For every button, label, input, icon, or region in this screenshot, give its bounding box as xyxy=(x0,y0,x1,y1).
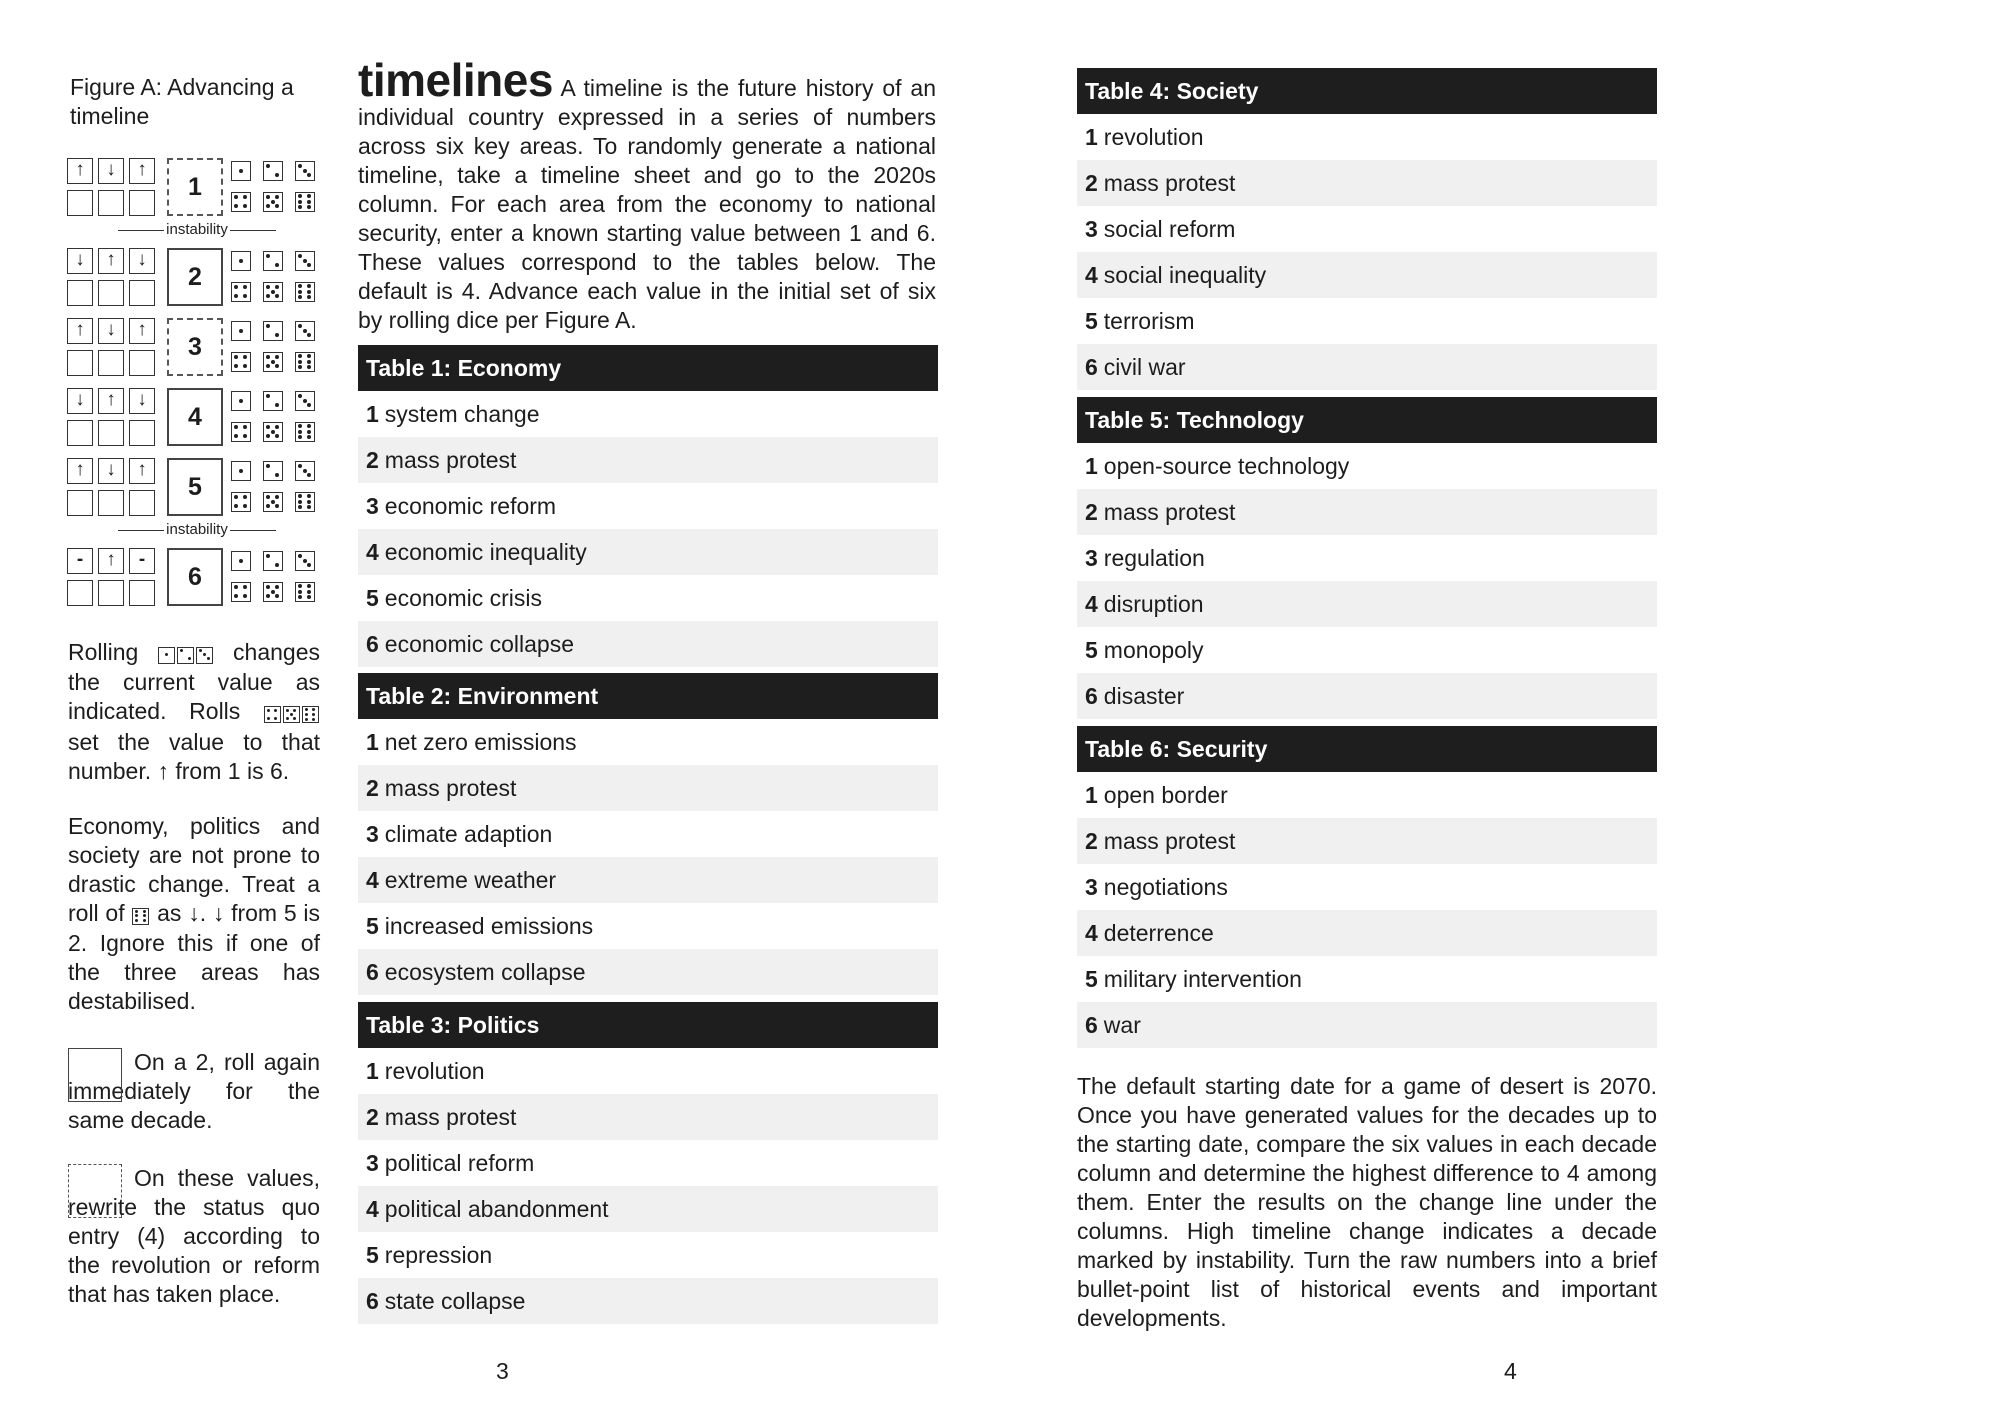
empty-cell xyxy=(98,350,124,376)
instability-label: instability xyxy=(107,221,287,238)
row-label: disruption xyxy=(1103,591,1204,617)
solid-box-text: On a 2, roll again immediately for the same decade. xyxy=(68,1049,320,1133)
dashed-box-icon xyxy=(68,1164,122,1218)
page-heading: timelines xyxy=(358,54,553,106)
arrow-cell: - xyxy=(67,548,93,574)
die-5-icon xyxy=(263,422,283,442)
table-row xyxy=(1077,252,1657,298)
die-5-icon xyxy=(283,706,300,723)
row-number: 6 xyxy=(366,631,379,657)
row-number: 6 xyxy=(1085,1012,1098,1038)
row-number: 5 xyxy=(1085,637,1098,663)
row-label: open border xyxy=(1103,782,1228,808)
row-label: negotiations xyxy=(1103,874,1228,900)
page-number-right: 4 xyxy=(1504,1358,1517,1384)
solid-box-note xyxy=(68,1048,320,1138)
row-number: 6 xyxy=(366,959,379,985)
row-label: mass protest xyxy=(1103,828,1236,854)
die-6-icon xyxy=(295,352,315,372)
row-label: mass protest xyxy=(384,775,517,801)
row-label: repression xyxy=(384,1242,493,1268)
solid-box-icon xyxy=(68,1048,122,1102)
arrow-cell: ↓ xyxy=(129,248,155,274)
die-6-icon xyxy=(302,706,319,723)
table-row xyxy=(358,529,938,575)
row-label: political abandonment xyxy=(384,1196,609,1222)
table-title: Table 4: Society xyxy=(1077,68,1657,114)
empty-cell xyxy=(98,280,124,306)
table-row xyxy=(1077,535,1657,581)
instability-label: instability xyxy=(107,521,287,538)
row-label: economic reform xyxy=(384,493,557,519)
row-number: 5 xyxy=(366,913,379,939)
die-5-icon xyxy=(263,582,283,602)
row-label: mass protest xyxy=(384,447,517,473)
table-row xyxy=(1077,160,1657,206)
row-number: 2 xyxy=(1085,170,1098,196)
empty-cell xyxy=(67,580,93,606)
row-number: 3 xyxy=(366,821,379,847)
table-row xyxy=(358,575,938,621)
die-4-icon xyxy=(231,352,251,372)
figure-row xyxy=(67,388,327,448)
empty-cell xyxy=(98,490,124,516)
figure-row xyxy=(67,158,327,218)
row-label: civil war xyxy=(1103,354,1186,380)
economy-text-1: Economy, politics and society are not prone to drastic change. Treat a roll of xyxy=(68,813,320,926)
arrow-cell: ↓ xyxy=(98,458,124,484)
row-number: 5 xyxy=(366,1242,379,1268)
page-number-left: 3 xyxy=(496,1358,509,1384)
dice-4-5-6-icon xyxy=(263,699,320,728)
empty-cell xyxy=(129,490,155,516)
dashed-box-note xyxy=(68,1164,320,1344)
row-number: 6 xyxy=(1085,683,1098,709)
die-3-icon xyxy=(295,251,315,271)
row-label: deterrence xyxy=(1103,920,1214,946)
table-row xyxy=(358,621,938,667)
row-label: mass protest xyxy=(1103,499,1236,525)
table-row xyxy=(358,719,938,765)
die-6-icon xyxy=(295,192,315,212)
die-5-icon xyxy=(263,492,283,512)
die-6-icon xyxy=(295,492,315,512)
table-row xyxy=(358,391,938,437)
row-number: 4 xyxy=(366,1196,379,1222)
arrow-cell: ↓ xyxy=(67,248,93,274)
row-label: mass protest xyxy=(1103,170,1236,196)
die-4-icon xyxy=(231,582,251,602)
die-1-icon xyxy=(231,161,251,181)
table-row xyxy=(358,949,938,995)
row-number: 1 xyxy=(1085,782,1098,808)
die-5-icon xyxy=(263,192,283,212)
row-label: economic collapse xyxy=(384,631,575,657)
empty-cell xyxy=(129,350,155,376)
die-3-icon xyxy=(196,647,213,664)
empty-cell xyxy=(129,580,155,606)
table-row xyxy=(1077,673,1657,719)
row-number: 1 xyxy=(366,729,379,755)
table-row xyxy=(1077,772,1657,818)
row-label: climate adaption xyxy=(384,821,553,847)
row-label: ecosystem collapse xyxy=(384,959,586,985)
rolling-text-1: Rolling xyxy=(68,639,139,665)
table-row xyxy=(1077,956,1657,1002)
value-box: 1 xyxy=(167,158,223,216)
rolling-text-3: set the value to that number. ↑ from 1 is 6. xyxy=(68,728,320,784)
row-label: system change xyxy=(384,401,540,427)
die-1-icon xyxy=(158,647,175,664)
table-row xyxy=(358,857,938,903)
row-label: military intervention xyxy=(1103,966,1302,992)
row-number: 3 xyxy=(1085,545,1098,571)
row-label: increased emissions xyxy=(384,913,594,939)
row-label: net zero emissions xyxy=(384,729,577,755)
empty-cell xyxy=(67,190,93,216)
die-1-icon xyxy=(231,391,251,411)
economy-text-2: as ↓. ↓ from 5 is 2. Ignore this if one of the three areas has destabilised. xyxy=(68,900,321,1015)
row-label: social reform xyxy=(1103,216,1236,242)
row-number: 3 xyxy=(1085,874,1098,900)
value-box: 3 xyxy=(167,318,223,376)
table-row xyxy=(1077,114,1657,160)
row-number: 4 xyxy=(1085,262,1098,288)
row-number: 6 xyxy=(366,1288,379,1314)
table-row xyxy=(358,1232,938,1278)
table-title: Table 2: Environment xyxy=(358,673,938,719)
table-row xyxy=(358,1186,938,1232)
table-row xyxy=(1077,818,1657,864)
table-row xyxy=(1077,864,1657,910)
arrow-cell: ↑ xyxy=(129,158,155,184)
row-number: 4 xyxy=(366,539,379,565)
row-label: war xyxy=(1103,1012,1141,1038)
rolling-text-2: changes the current value as indicated. Rolls xyxy=(68,639,321,725)
die-4-icon xyxy=(231,192,251,212)
table-title: Table 1: Economy xyxy=(358,345,938,391)
die-6-icon xyxy=(132,908,149,925)
row-number: 3 xyxy=(366,493,379,519)
figure-row xyxy=(67,248,327,308)
intro-paragraph xyxy=(358,54,936,335)
arrow-cell: ↑ xyxy=(98,548,124,574)
table-row xyxy=(358,811,938,857)
die-1-icon xyxy=(231,251,251,271)
empty-cell xyxy=(129,280,155,306)
die-1-icon xyxy=(231,551,251,571)
empty-cell xyxy=(129,420,155,446)
row-number: 1 xyxy=(366,1058,379,1084)
row-label: economic inequality xyxy=(384,539,587,565)
die-2-icon xyxy=(263,321,283,341)
table-row xyxy=(1077,489,1657,535)
value-box: 6 xyxy=(167,548,223,606)
row-label: terrorism xyxy=(1103,308,1195,334)
figure-caption: Figure A: Advancing a timeline xyxy=(70,74,294,129)
row-label: regulation xyxy=(1103,545,1205,571)
arrow-cell: ↑ xyxy=(67,458,93,484)
arrow-cell: ↑ xyxy=(67,158,93,184)
table-row xyxy=(358,1140,938,1186)
empty-cell xyxy=(67,490,93,516)
closing-paragraph: The default starting date for a game of desert is 2070. Once you have generated values for the decades up to the starting date, compare the six values in each decade column and determine the highest difference to 4 among them. Enter the results on the change line under the columns. High timeline change indicates a decade marked by instability. Turn the raw numbers into a brief bullet-point list of historical events and important developments. xyxy=(1077,1073,1657,1331)
table-2 xyxy=(358,673,938,995)
rolling-paragraph xyxy=(68,638,320,786)
row-label: monopoly xyxy=(1103,637,1204,663)
row-number: 4 xyxy=(1085,920,1098,946)
row-number: 1 xyxy=(1085,453,1098,479)
table-row xyxy=(1077,344,1657,390)
empty-cell xyxy=(98,420,124,446)
die-2-icon xyxy=(263,461,283,481)
table-title: Table 5: Technology xyxy=(1077,397,1657,443)
dice-1-2-3-icon xyxy=(157,639,214,668)
row-number: 3 xyxy=(1085,216,1098,242)
die-6-icon xyxy=(295,422,315,442)
table-title: Table 3: Politics xyxy=(358,1002,938,1048)
figure-a-diagram xyxy=(67,158,327,618)
arrow-cell: ↓ xyxy=(98,318,124,344)
die-3-icon xyxy=(295,461,315,481)
intro-text: A timeline is the future history of an individual country expressed in a series of numbers across six key areas. To randomly generate a national timeline, take a timeline sheet and go to the 2020s column. For each area from the economy to national security, enter a known starting value between 1 and 6. These values correspond to the tables below. The default is 4. Advance each value in the initial set of six by rolling dice per Figure A. xyxy=(358,75,936,333)
arrow-cell: ↓ xyxy=(67,388,93,414)
empty-cell xyxy=(67,280,93,306)
row-number: 1 xyxy=(1085,124,1098,150)
table-row xyxy=(1077,910,1657,956)
table-row xyxy=(1077,298,1657,344)
table-5 xyxy=(1077,397,1657,719)
row-number: 5 xyxy=(366,585,379,611)
die-3-icon xyxy=(295,321,315,341)
die-3-icon xyxy=(295,391,315,411)
economy-paragraph xyxy=(68,812,320,1016)
row-label: disaster xyxy=(1103,683,1185,709)
die-3-icon xyxy=(295,551,315,571)
table-row xyxy=(1077,1002,1657,1048)
empty-cell xyxy=(67,350,93,376)
row-label: open-source technology xyxy=(1103,453,1350,479)
figure-row xyxy=(67,458,327,518)
die-1-icon xyxy=(231,321,251,341)
value-box: 5 xyxy=(167,458,223,516)
die-2-icon xyxy=(263,551,283,571)
row-label: extreme weather xyxy=(384,867,557,893)
row-number: 5 xyxy=(1085,308,1098,334)
die-2-icon xyxy=(263,161,283,181)
die-4-icon xyxy=(231,492,251,512)
die-6-icon xyxy=(295,582,315,602)
arrow-cell: ↑ xyxy=(67,318,93,344)
die-3-icon xyxy=(295,161,315,181)
table-row xyxy=(358,765,938,811)
table-row xyxy=(358,1048,938,1094)
value-box: 4 xyxy=(167,388,223,446)
row-label: economic crisis xyxy=(384,585,543,611)
table-4 xyxy=(1077,68,1657,390)
row-number: 2 xyxy=(366,447,379,473)
figure-row xyxy=(67,318,327,378)
arrow-cell: - xyxy=(129,548,155,574)
table-title: Table 6: Security xyxy=(1077,726,1657,772)
arrow-cell: ↓ xyxy=(98,158,124,184)
row-number: 2 xyxy=(1085,499,1098,525)
die-2-icon xyxy=(263,251,283,271)
table-1 xyxy=(358,345,938,667)
die-6-icon xyxy=(295,282,315,302)
row-number: 1 xyxy=(366,401,379,427)
empty-cell xyxy=(129,190,155,216)
row-number: 2 xyxy=(366,1104,379,1130)
die-5-icon xyxy=(263,282,283,302)
dice-6-icon xyxy=(131,900,150,929)
die-4-icon xyxy=(231,422,251,442)
table-row xyxy=(1077,627,1657,673)
arrow-cell: ↑ xyxy=(98,388,124,414)
row-number: 2 xyxy=(1085,828,1098,854)
empty-cell xyxy=(67,420,93,446)
row-label: political reform xyxy=(384,1150,535,1176)
table-row xyxy=(358,437,938,483)
table-row xyxy=(358,1278,938,1324)
table-row xyxy=(1077,206,1657,252)
die-5-icon xyxy=(263,352,283,372)
row-number: 6 xyxy=(1085,354,1098,380)
table-row xyxy=(358,1094,938,1140)
row-number: 5 xyxy=(1085,966,1098,992)
table-6 xyxy=(1077,726,1657,1048)
table-row xyxy=(1077,443,1657,489)
row-label: revolution xyxy=(384,1058,485,1084)
table-row xyxy=(358,483,938,529)
table-row xyxy=(1077,581,1657,627)
dashed-box-text: On these values, rewrite the status quo entry (4) according to the revolution or reform that has taken place. xyxy=(68,1165,320,1307)
die-1-icon xyxy=(231,461,251,481)
row-number: 2 xyxy=(366,775,379,801)
die-4-icon xyxy=(264,706,281,723)
table-3 xyxy=(358,1002,938,1324)
row-label: social inequality xyxy=(1103,262,1267,288)
arrow-cell: ↓ xyxy=(129,388,155,414)
row-label: revolution xyxy=(1103,124,1204,150)
figure-row xyxy=(67,548,327,608)
empty-cell xyxy=(98,580,124,606)
row-number: 3 xyxy=(366,1150,379,1176)
arrow-cell: ↑ xyxy=(129,318,155,344)
value-box: 2 xyxy=(167,248,223,306)
row-number: 4 xyxy=(1085,591,1098,617)
empty-cell xyxy=(98,190,124,216)
row-label: state collapse xyxy=(384,1288,526,1314)
arrow-cell: ↑ xyxy=(129,458,155,484)
table-row xyxy=(358,903,938,949)
row-label: mass protest xyxy=(384,1104,517,1130)
die-4-icon xyxy=(231,282,251,302)
die-2-icon xyxy=(177,647,194,664)
row-number: 4 xyxy=(366,867,379,893)
die-2-icon xyxy=(263,391,283,411)
arrow-cell: ↑ xyxy=(98,248,124,274)
